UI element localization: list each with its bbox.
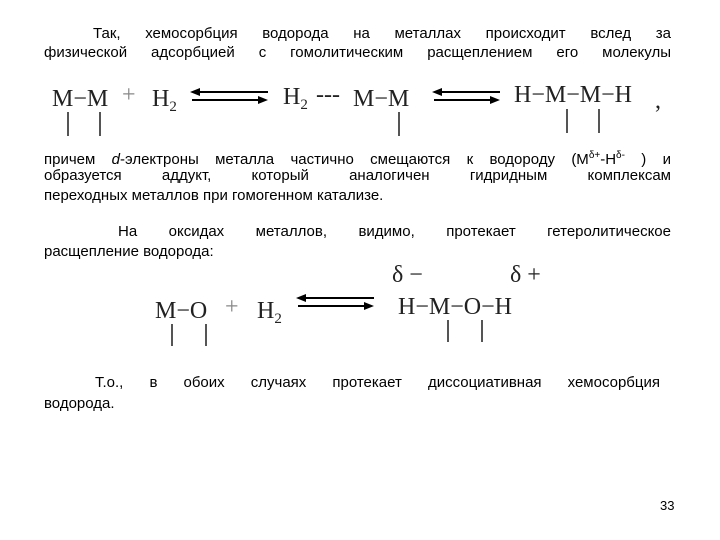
eq1-dashes: --- xyxy=(316,82,340,108)
paragraph-1-line-2: физической адсорбцией с гомолитическим расщеплением его молекулы xyxy=(44,44,671,61)
eq2-delta-plus: δ + xyxy=(510,262,541,288)
eq1-adsorbed-hydrogen: $H_2$ xyxy=(283,84,308,113)
eq2-delta-minus: δ − xyxy=(392,262,423,288)
eq2-surface-bond xyxy=(447,320,449,342)
paragraph-2-line-1: причем d-электроны металла частично смещаются к водороду ($M^{\delta+}-H^{\delta-}$ ) и xyxy=(44,150,671,168)
paragraph-2-line-3: переходных металлов при гомогенном катализе. xyxy=(44,187,384,204)
paragraph-3-line-1: На оксидах металлов, видимо, протекает гетеролитическое xyxy=(118,223,671,240)
eq1-hydrogen: $H_2$ xyxy=(152,86,177,115)
paragraph-4-line-2: водорода. xyxy=(44,395,115,412)
eq1-surface-bond xyxy=(99,112,101,136)
eq1-product: H−M−M−H xyxy=(514,82,632,108)
eq2-hydrogen: $H_2$ xyxy=(257,298,282,327)
paragraph-1-line-1: Так, хемосорбция водорода на металлах происходит вслед за xyxy=(93,25,671,42)
eq1-surface-bond xyxy=(398,112,400,136)
paragraph-4-line-1: Т.о., в обоих случаях протекает диссоциативная хемосорбция xyxy=(95,374,660,391)
eq1-surface-bond xyxy=(67,112,69,136)
eq1-surface-bond xyxy=(566,109,568,133)
eq1-plus: + xyxy=(122,82,136,108)
eq2-product: H−M−O−H xyxy=(398,294,512,320)
eq1-equilibrium-arrow-1 xyxy=(190,88,270,104)
eq2-surface-bond xyxy=(481,320,483,342)
eq2-plus: + xyxy=(225,294,239,320)
eq2-metal-oxide: M−O xyxy=(155,298,208,324)
eq1-comma: , xyxy=(655,88,661,114)
eq2-surface-bond xyxy=(205,324,207,346)
eq1-metal-bond-middle: M−M xyxy=(353,86,410,112)
eq1-equilibrium-arrow-2 xyxy=(432,88,502,104)
paragraph-2-line-2: образуется аддукт, который аналогичен гидридным комплексам xyxy=(44,167,671,184)
page-number: 33 xyxy=(660,498,675,513)
paragraph-3-line-2: расщепление водорода: xyxy=(44,243,214,260)
eq2-equilibrium-arrow xyxy=(296,294,376,310)
eq1-surface-bond xyxy=(598,109,600,133)
eq2-surface-bond xyxy=(171,324,173,346)
eq1-metal-bond-left: M−M xyxy=(52,86,109,112)
